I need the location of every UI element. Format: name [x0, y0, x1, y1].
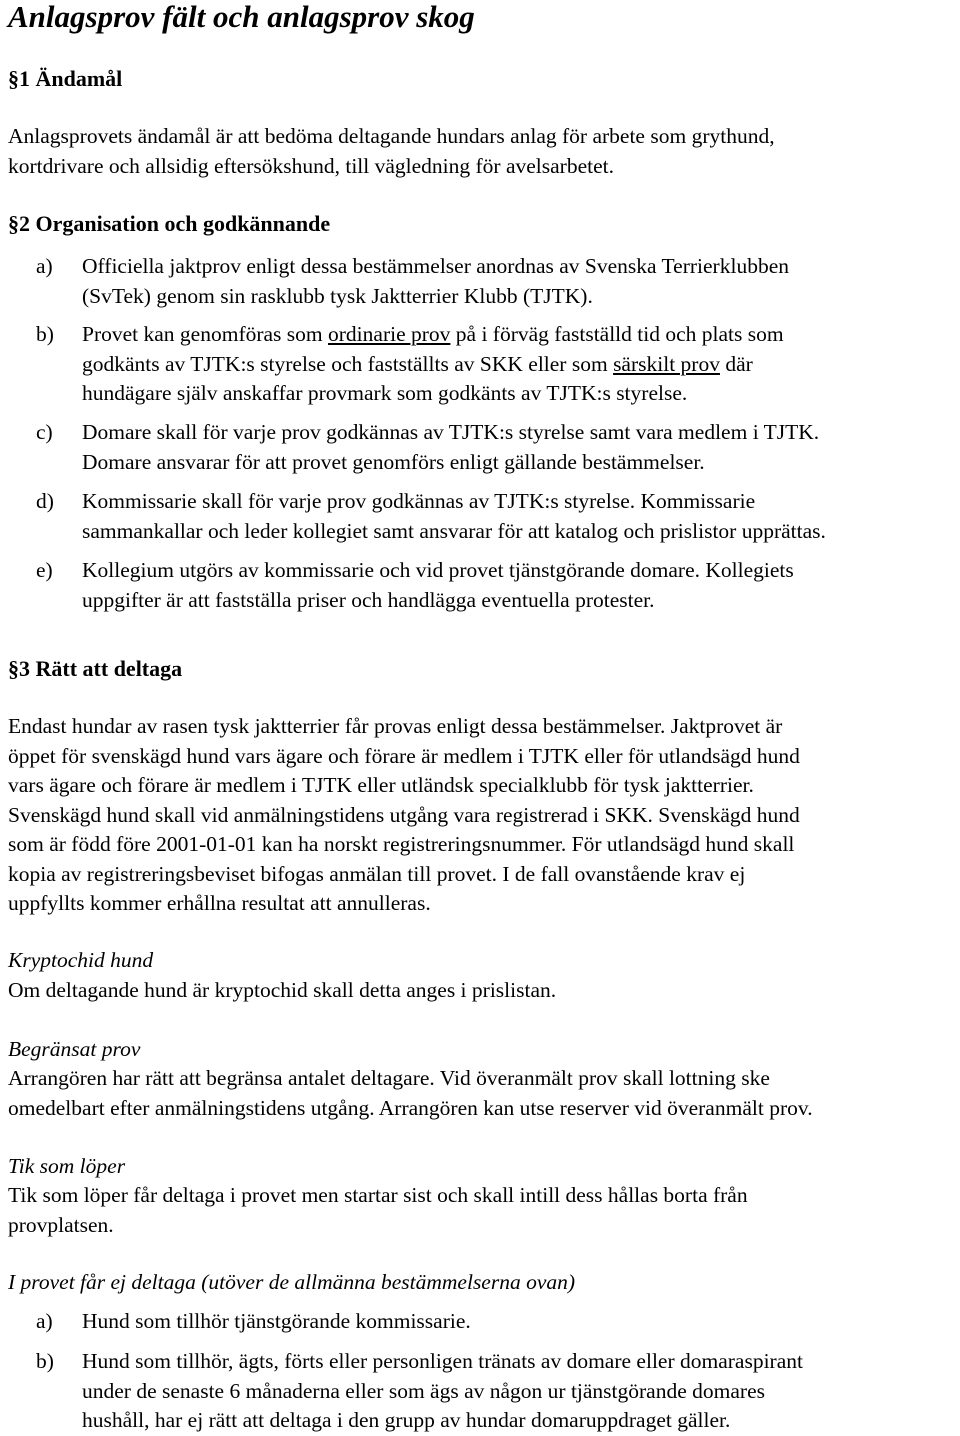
text-line: under de senaste 6 månaderna eller som ägs av någon ur tjänstgörande domares — [82, 1378, 765, 1403]
kryptochid-heading: Kryptochid hund — [8, 948, 154, 972]
text-line — [82, 350, 960, 380]
text-run: godkänts av TJTK:s styrelse och fastställts av SKK eller som — [82, 351, 614, 376]
section-1-heading-text: 1 Ändamål — [19, 66, 123, 91]
text-line: Hund som tillhör tjänstgörande kommissarie. — [82, 1309, 471, 1333]
list-marker: b) — [36, 1349, 54, 1373]
text-line: kopia av registreringsbeviset bifogas anmälan till provet. I de fall ovanstående krav ej — [8, 861, 746, 886]
tik-som-loper-heading: Tik som löper — [8, 1154, 126, 1178]
list-marker: d) — [36, 489, 54, 513]
section-1-paragraph — [8, 122, 960, 181]
text-line: sammankallar och leder kollegiet samt ansvarar för att katalog och prislistor upprättas. — [82, 518, 826, 543]
list-marker: a) — [36, 1309, 53, 1333]
text-run: på i förväg fastställd tid och plats som — [450, 322, 784, 346]
text-line: vars ägare och förare är medlem i TJTK eller utländsk specialklubb för tysk jaktterrier. — [8, 773, 754, 797]
text-line: hundägare själv anskaffar provmark som godkänts av TJTK:s styrelse. — [82, 381, 688, 405]
section-sign: § — [8, 66, 19, 91]
text-line: Domare ansvarar för att provet genomförs enligt gällande bestämmelser. — [82, 449, 705, 474]
ordinarie-prov-term: ordinarie prov — [328, 322, 451, 346]
text-line: Officiella jaktprov enligt dessa bestämmelser anordnas av Svenska Terrierklubben — [82, 254, 789, 278]
text-line: Arrangören har rätt att begränsa antalet deltagare. Vid överanmält prov skall lottning ske — [8, 1066, 770, 1090]
text-line: Anlagsprovets ändamål är att bedöma deltagande hundars anlag för arbete som grythund, — [8, 124, 775, 148]
text-run: Provet kan genomföras som — [82, 322, 329, 346]
text-line: som är född före 2001-01-01 kan ha norskt registreringsnummer. För utlandsägd hund skall — [8, 832, 795, 856]
ej-deltaga-heading: I provet får ej deltaga (utöver de allmänna bestämmelserna ovan) — [8, 1270, 576, 1294]
section-3-heading-text: 3 Rätt att deltaga — [19, 656, 183, 681]
text-line: (SvTek) genom sin rasklubb tysk Jaktterrier Klubb (TJTK). — [82, 283, 593, 308]
text-line: hushåll, har ej rätt att deltaga i den grupp av hundar domaruppdraget gäller. — [82, 1408, 731, 1432]
text-line: uppgifter är att fastställa priser och handlägga eventuella protester. — [82, 587, 655, 612]
text-line: Kommissarie skall för varje prov godkännas av TJTK:s styrelse. Kommissarie — [82, 489, 756, 513]
section-1-heading — [8, 66, 122, 92]
sarskilt-prov-term: särskilt prov — [613, 351, 720, 376]
begransat-prov-heading: Begränsat prov — [8, 1037, 141, 1061]
begransat-prov-paragraph — [8, 1064, 960, 1123]
kryptochid-paragraph — [8, 976, 960, 1006]
text-line: Tik som löper får deltaga i provet men startar sist och skall intill dess hållas borta från — [8, 1183, 748, 1207]
text-line: omedelbart efter anmälningstidens utgång. Arrangören kan utse reserver vid överanmält prov. — [8, 1095, 813, 1120]
document-title: Anlagsprov fält och anlagsprov skog — [8, 0, 475, 34]
list-marker: e) — [36, 558, 53, 582]
section-sign: § — [8, 656, 19, 681]
text-line: Domare skall för varje prov godkännas av TJTK:s styrelse samt vara medlem i TJTK. — [82, 420, 820, 444]
list-marker: a) — [36, 254, 53, 278]
text-line: Kollegium utgörs av kommissarie och vid provet tjänstgörande domare. Kollegiets — [82, 558, 794, 582]
text-line — [82, 320, 960, 350]
section-sign: § — [8, 211, 19, 236]
text-line: Om deltagande hund är kryptochid skall detta anges i prislistan. — [8, 978, 557, 1002]
tik-som-loper-paragraph — [8, 1181, 960, 1240]
text-line: kortdrivare och allsidig eftersökshund, till vägledning för avelsarbetet. — [8, 153, 614, 178]
text-line: provplatsen. — [8, 1212, 114, 1237]
list-marker: b) — [36, 322, 54, 346]
section-3-paragraph — [8, 712, 960, 919]
text-line: Endast hundar av rasen tysk jaktterrier får provas enligt dessa bestämmelser. Jaktprovet är — [8, 714, 783, 738]
list-marker: c) — [36, 420, 53, 444]
text-line: uppfyllts kommer erhållna resultat att annulleras. — [8, 891, 431, 915]
text-run: där — [719, 351, 753, 376]
section-3-heading — [8, 656, 182, 682]
text-line: Svenskägd hund skall vid anmälningstidens utgång vara registrerad i SKK. Svenskägd hund — [8, 802, 800, 827]
section-2-heading-text: 2 Organisation och godkännande — [19, 211, 331, 236]
text-line: öppet för svenskägd hund vars ägare och förare är medlem i TJTK eller för utlandsägd hund — [8, 743, 800, 768]
text-line: Hund som tillhör, ägts, förts eller personligen tränats av domare eller domaraspirant — [82, 1349, 803, 1373]
section-2-heading — [8, 211, 330, 237]
